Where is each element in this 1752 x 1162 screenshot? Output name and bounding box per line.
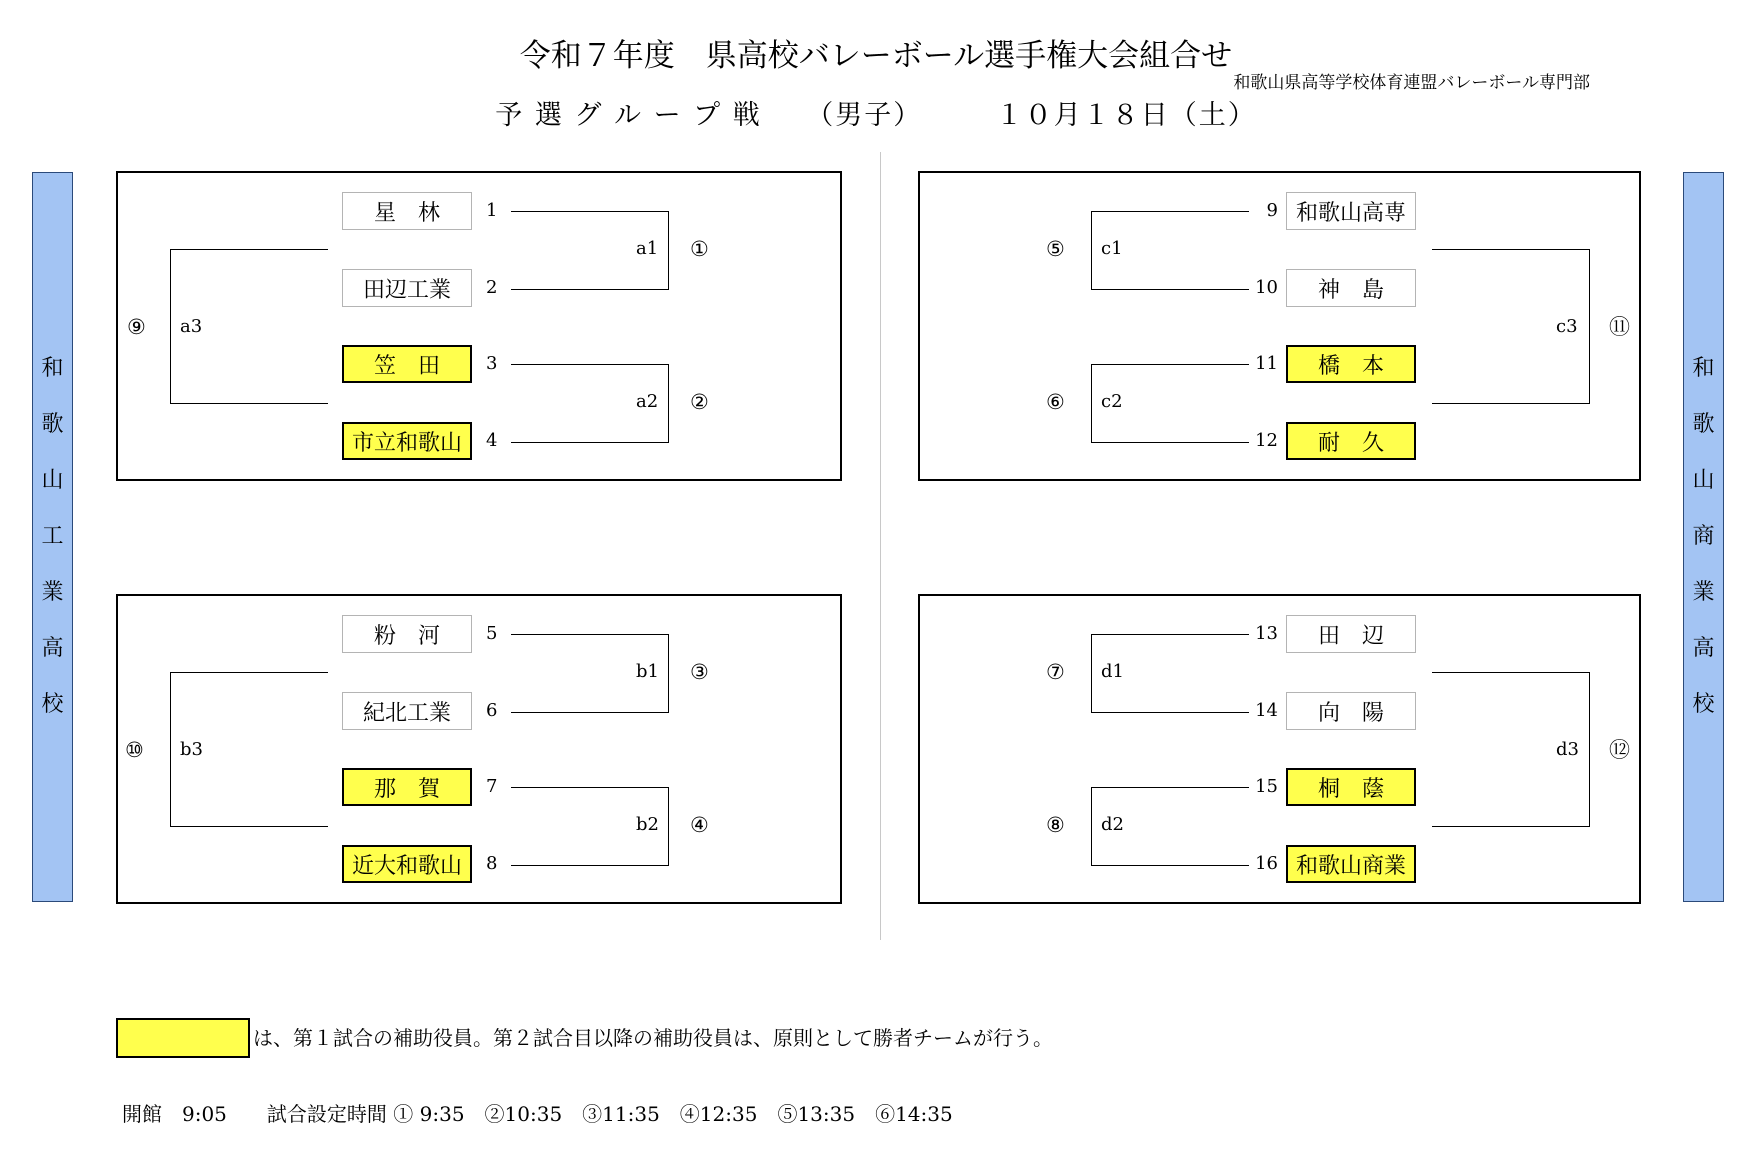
- team-number: 7: [486, 776, 498, 797]
- organizer-name: 和歌山県高等学校体育連盟バレーボール専門部: [1233, 73, 1590, 93]
- venue-bar-left: [32, 172, 73, 902]
- match-label: d2: [1101, 814, 1124, 835]
- match-order: ④: [690, 813, 709, 837]
- venue-char: 業: [1692, 580, 1715, 605]
- page-subtitle: 予 選 グ ル ー プ 戦 （男子） １０月１８日（土）: [495, 100, 1257, 131]
- venue-char: 高: [1692, 636, 1715, 661]
- match-label: b2: [636, 814, 659, 835]
- team-box: 向 陽: [1286, 692, 1416, 730]
- team-box-highlighted: 桐 蔭: [1286, 768, 1416, 806]
- venue-char: 商: [1692, 524, 1715, 549]
- venue-char: 工: [41, 524, 64, 549]
- team-number: 13: [1255, 623, 1278, 644]
- venue-char: 和: [1692, 356, 1715, 381]
- legend-swatch: [116, 1018, 250, 1058]
- venue-char: 山: [1692, 468, 1715, 493]
- team-number: 4: [486, 430, 498, 451]
- match-label: a1: [636, 238, 659, 259]
- match-label: b1: [636, 661, 659, 682]
- venue-char: 校: [41, 692, 64, 717]
- team-number: 12: [1255, 430, 1278, 451]
- team-number: 8: [486, 853, 498, 874]
- venue-bar-right: [1683, 172, 1724, 902]
- team-number: 9: [1266, 200, 1278, 221]
- team-box: 田 辺: [1286, 615, 1416, 653]
- team-box-highlighted: 和歌山商業: [1286, 845, 1416, 883]
- team-number: 11: [1255, 353, 1278, 374]
- venue-char: 和: [41, 356, 64, 381]
- match-order: ⑤: [1046, 237, 1065, 261]
- legend-text: は、第１試合の補助役員。第２試合目以降の補助役員は、原則として勝者チームが行う。: [253, 1026, 1053, 1050]
- team-box: 神 島: [1286, 269, 1416, 307]
- final-order: ⑪: [1609, 315, 1630, 339]
- team-box: 和歌山高専: [1286, 192, 1416, 230]
- schedule-text: 開館 9:05 試合設定時間 ① 9:35 ②10:35 ③11:35 ④12:35 ⑤13:35 ⑥14:35: [122, 1102, 953, 1126]
- venue-char: 歌: [41, 412, 64, 437]
- match-label: d1: [1101, 661, 1124, 682]
- final-order: ⑩: [125, 738, 144, 762]
- team-box-highlighted: 笠 田: [342, 345, 472, 383]
- team-number: 14: [1255, 700, 1278, 721]
- final-label: d3: [1556, 739, 1579, 760]
- team-box-highlighted: 那 賀: [342, 768, 472, 806]
- team-box-highlighted: 耐 久: [1286, 422, 1416, 460]
- match-label: a2: [636, 391, 659, 412]
- match-order: ⑥: [1046, 390, 1065, 414]
- final-order: ⑨: [127, 315, 146, 339]
- team-box-highlighted: 近大和歌山: [342, 845, 472, 883]
- team-box: 星 林: [342, 192, 472, 230]
- team-number: 10: [1255, 277, 1278, 298]
- team-box: 粉 河: [342, 615, 472, 653]
- venue-char: 歌: [1692, 412, 1715, 437]
- final-label: b3: [180, 739, 203, 760]
- match-order: ⑦: [1046, 660, 1065, 684]
- venue-char: 校: [1692, 692, 1715, 717]
- team-number: 1: [486, 200, 498, 221]
- match-order: ②: [690, 390, 709, 414]
- venue-char: 山: [41, 468, 64, 493]
- match-order: ③: [690, 660, 709, 684]
- venue-char: 高: [41, 636, 64, 661]
- team-box: 田辺工業: [342, 269, 472, 307]
- match-order: ①: [690, 237, 709, 261]
- team-box: 紀北工業: [342, 692, 472, 730]
- final-label: a3: [180, 316, 203, 337]
- team-box-highlighted: 市立和歌山: [342, 422, 472, 460]
- match-label: c1: [1101, 238, 1123, 259]
- team-number: 2: [486, 277, 498, 298]
- team-box-highlighted: 橋 本: [1286, 345, 1416, 383]
- team-number: 6: [486, 700, 498, 721]
- team-number: 5: [486, 623, 498, 644]
- team-number: 16: [1255, 853, 1278, 874]
- match-order: ⑧: [1046, 813, 1065, 837]
- match-label: c2: [1101, 391, 1123, 412]
- page-title: 令和７年度 県高校バレーボール選手権大会組合せ: [519, 38, 1233, 74]
- team-number: 15: [1255, 776, 1278, 797]
- center-divider: [880, 152, 881, 940]
- final-order: ⑫: [1609, 738, 1630, 762]
- final-label: c3: [1556, 316, 1578, 337]
- venue-char: 業: [41, 580, 64, 605]
- team-number: 3: [486, 353, 498, 374]
